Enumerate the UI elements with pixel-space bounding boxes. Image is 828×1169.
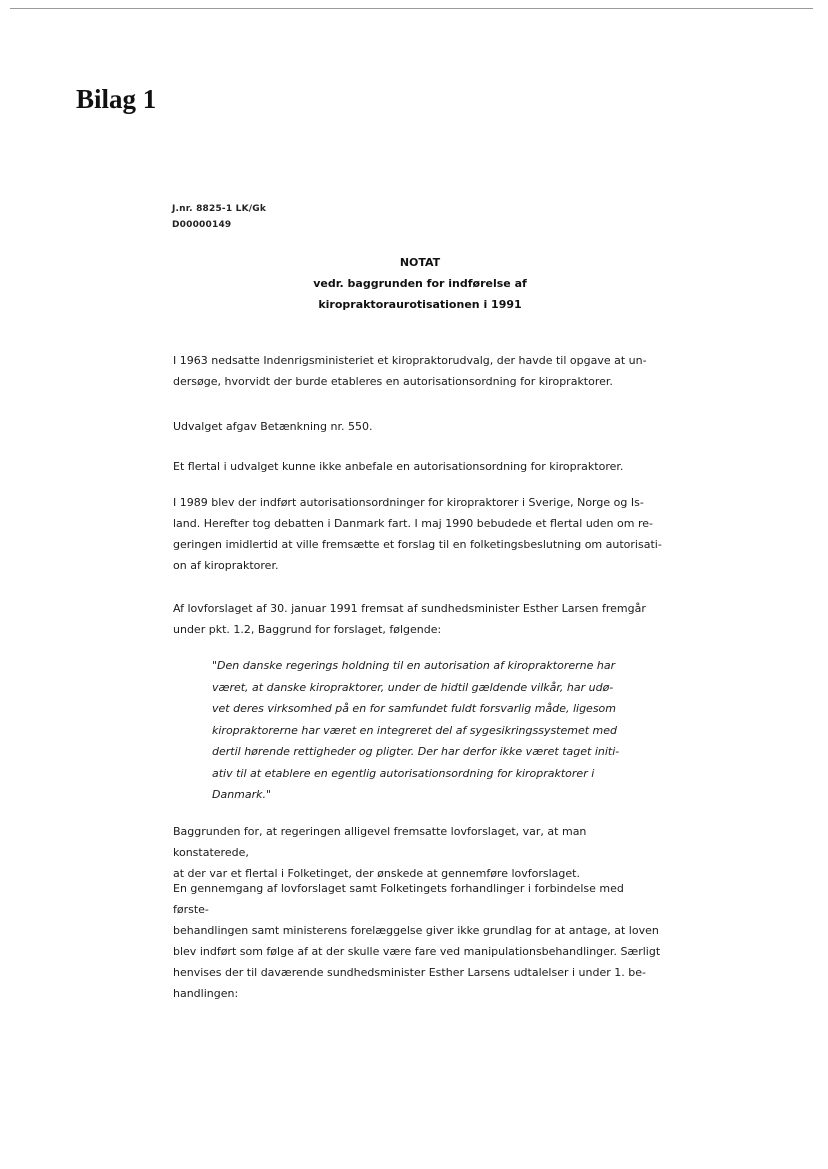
- text-line: geringen imidlertid at ville fremsætte et forslag til en folketingsbeslutning om autorisati-: [173, 538, 662, 551]
- quote-line: dertil hørende rettigheder og pligter. Der har derfor ikke været taget initi-: [212, 745, 620, 758]
- quote-line: kiropraktorerne har været en integreret del af sygesikringssystemet med: [212, 723, 618, 737]
- text-line: dersøge, hvorvidt der burde etableres en autorisationsordning for kiropraktorer.: [173, 375, 613, 388]
- text-line: land. Herefter tog debatten i Danmark fart. I maj 1990 bebudede et flertal uden om re-: [173, 517, 653, 530]
- quote-line: Danmark.": [212, 788, 272, 801]
- text-line: Af lovforslaget af 30. januar 1991 fremsat af sundhedsminister Esther Larsen fremgår: [173, 602, 646, 615]
- paragraph-2: [173, 416, 663, 437]
- quote-line: ativ til at etablere en egentlig autorisationsordning for kiropraktorer i: [212, 766, 595, 780]
- paragraph-5: [173, 598, 663, 640]
- top-rule: [10, 8, 813, 9]
- memo-title-line: kiropraktoraurotisationen i 1991: [318, 298, 522, 311]
- quote-line: vet deres virksomhed på en for samfundet fuldt forsvarlig måde, ligesom: [212, 702, 616, 715]
- paragraph-7: [173, 878, 663, 1004]
- text-line: En gennemgang af lovforslaget samt Folketingets forhandlinger i forbindelse med første-: [173, 882, 624, 916]
- journal-number: J.nr. 8825-1 LK/Gk: [172, 204, 267, 214]
- memo-title-line: NOTAT: [399, 256, 441, 269]
- text-line: on af kiropraktorer.: [173, 559, 279, 572]
- block-quote: [212, 655, 652, 806]
- memo-title: [290, 252, 550, 315]
- text-line: handlingen:: [173, 987, 239, 1000]
- document-id: D00000149: [172, 220, 232, 230]
- text-line: behandlingen samt ministerens forelæggelse giver ikke grundlag for at antage, at loven: [173, 924, 659, 937]
- text-line: I 1963 nedsatte Indenrigsministeriet et kiropraktorudvalg, der havde til opgave at un-: [173, 354, 647, 367]
- paragraph-4: [173, 492, 663, 576]
- memo-title-line: vedr. baggrunden for indførelse af: [313, 277, 527, 290]
- paragraph-3: [173, 456, 663, 477]
- paragraph-6: [173, 821, 663, 884]
- text-line: Baggrunden for, at regeringen alligevel fremsatte lovforslaget, var, at man konstaterede,: [173, 825, 587, 859]
- text-line: under pkt. 1.2, Baggrund for forslaget, følgende:: [173, 623, 442, 636]
- quote-line: været, at danske kiropraktorer, under de hidtil gældende vilkår, har udø-: [212, 680, 614, 694]
- quote-line: "Den danske regerings holdning til en autorisation af kiropraktorerne har: [212, 659, 616, 672]
- paragraph-1: [173, 350, 663, 392]
- bilag-heading: Bilag 1: [76, 84, 157, 114]
- text-line: at der var et flertal i Folketinget, der ønskede at gennemføre lovforslaget.: [173, 867, 580, 880]
- text-line: I 1989 blev der indført autorisationsordninger for kiropraktorer i Sverige, Norge og Is-: [173, 496, 644, 509]
- text-line: Udvalget afgav Betænkning nr. 550.: [173, 420, 373, 433]
- text-line: Et flertal i udvalget kunne ikke anbefale en autorisationsordning for kiropraktorer.: [173, 460, 624, 473]
- text-line: henvises der til daværende sundhedsminister Esther Larsens udtalelser i under 1. be-: [173, 966, 646, 979]
- text-line: blev indført som følge af at der skulle være fare ved manipulationsbehandlinger. Særligt: [173, 945, 661, 958]
